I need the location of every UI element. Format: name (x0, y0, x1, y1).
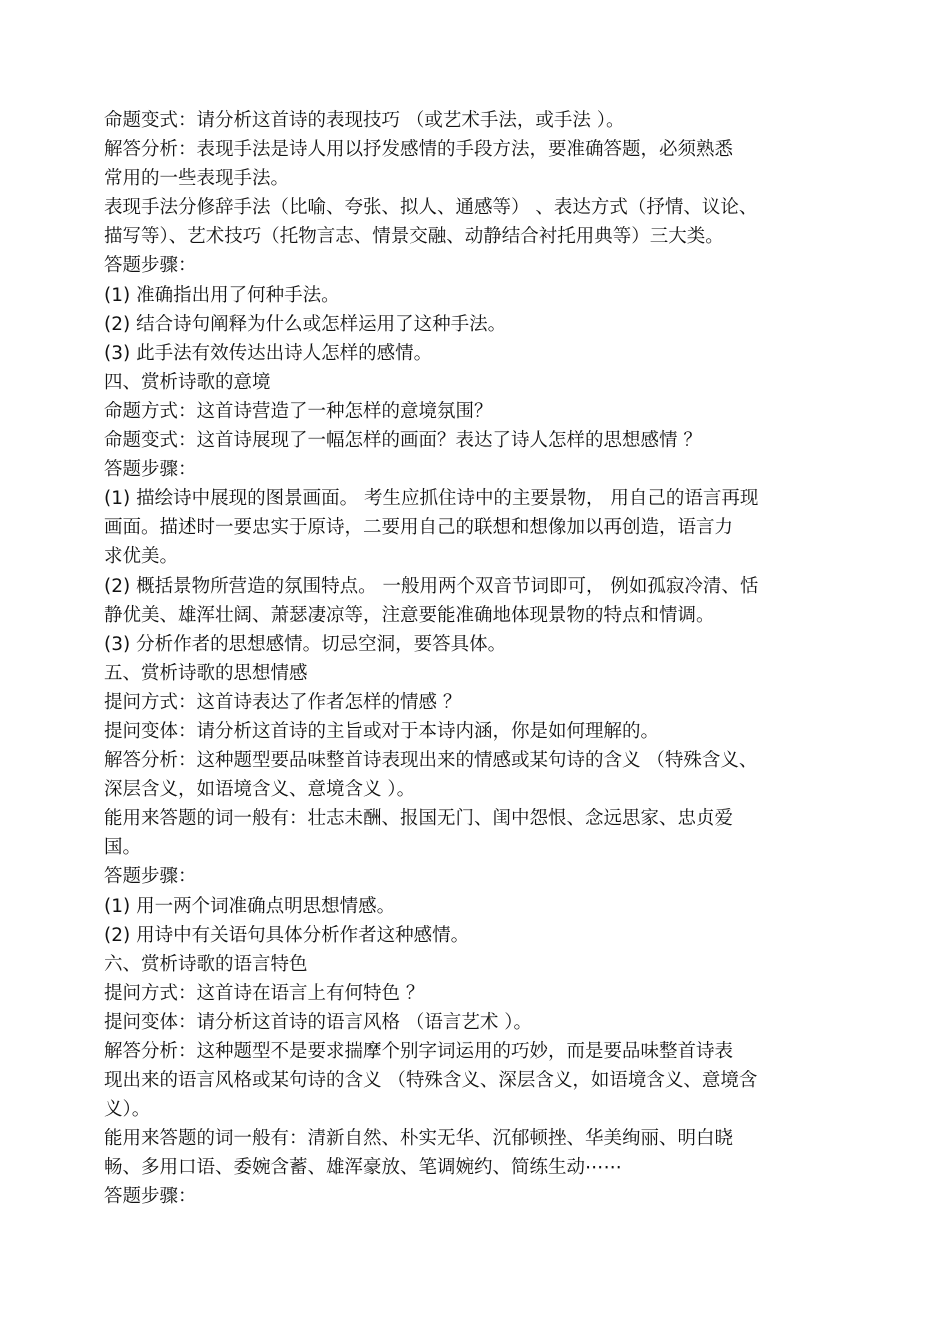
text-line: 提问变体：请分析这首诗的主旨或对于本诗内涵，你是如何理解的。 (104, 720, 660, 742)
text-line: 答题步骤： (104, 255, 197, 277)
text-line: 画面。描述时一要忠实于原诗，二要用自己的联想和想像加以再创造，语言力 (104, 517, 734, 539)
text-line: 解答分析：这种题型不是要求揣摩个别字词运用的巧妙，而是要品味整首诗表 (104, 1041, 734, 1062)
text-line: 提问方式：这首诗在语言上有何特色 ？ (104, 982, 425, 1004)
section-heading: 五、赏析诗歌的思想情感 (104, 662, 308, 684)
text-line: 提问方式：这首诗表达了作者怎样的情感 ？ (104, 691, 462, 713)
text-line: 描写等）、艺术技巧（托物言志、情景交融、动静结合衬托用典等）三大类。 (104, 226, 724, 248)
text-line: (3) 分析作者的思想感情。切忌空洞，要答具体。 (104, 633, 507, 655)
text-line: 常用的一些表现手法。 (104, 168, 290, 190)
text-line: 能用来答题的词一般有：清新自然、朴实无华、沉郁顿挫、华美绚丽、明白晓 (104, 1128, 734, 1150)
text-line: 答题步骤： (104, 866, 197, 888)
text-line: (1) 用一两个词准确点明思想情感。 (104, 895, 396, 917)
section-heading: 六、赏析诗歌的语言特色 (104, 953, 308, 975)
text-line: (3) 此手法有效传达出诗人怎样的感情。 (104, 342, 433, 364)
text-line: 命题变式：这首诗展现了一幅怎样的画面？表达了诗人怎样的思想感情 ？ (104, 430, 702, 452)
text-line: 解答分析：这种题型要品味整首诗表现出来的情感或某句诗的含义 （特殊含义、 (104, 750, 758, 772)
text-line: 义）。 (104, 1099, 151, 1121)
text-line: (2) 概括景物所营造的氛围特点。 一般用两个双音节词即可， 例如孤寂冷清、恬 (104, 575, 759, 597)
document-body (104, 106, 854, 1212)
text-line: 求优美。 (104, 546, 179, 568)
text-line: (2) 结合诗句阐释为什么或怎样运用了这种手法。 (104, 313, 507, 335)
text-line: 命题变式：请分析这首诗的表现技巧 （或艺术手法，或手法 ）。 (104, 110, 625, 131)
text-line: 解答分析：表现手法是诗人用以抒发感情的手段方法，要准确答题，必须熟悉 (104, 139, 734, 161)
text-line: (2) 用诗中有关语句具体分析作者这种感情。 (104, 924, 470, 946)
text-line: 现出来的语言风格或某句诗的含义 （特殊含义、深层含义，如语境含义、意境含 (104, 1070, 758, 1092)
section-heading: 四、赏析诗歌的意境 (104, 371, 271, 393)
text-line: 表现手法分修辞手法（比喻、夸张、拟人、通感等） 、表达方式（抒情、议论、 (104, 197, 758, 219)
text-line: 命题方式：这首诗营造了一种怎样的意境氛围？ (104, 400, 493, 422)
text-line: 国。 (104, 837, 142, 859)
text-line: 深层含义，如语境含义、意境含义 ）。 (104, 779, 416, 801)
text-line: (1) 描绘诗中展现的图景画面。 考生应抓住诗中的主要景物， 用自己的语言再现 (104, 488, 759, 510)
text-line: 提问变体：请分析这首诗的语言风格 （语言艺术 ）。 (104, 1011, 533, 1033)
text-line: 能用来答题的词一般有：壮志未酬、报国无门、闺中怨恨、念远思家、忠贞爱 (104, 808, 734, 830)
text-line: 答题步骤： (104, 459, 197, 481)
text-line: (1) 准确指出用了何种手法。 (104, 284, 340, 306)
text-line: 静优美、雄浑壮阔、萧瑟凄凉等，注意要能准确地体现景物的特点和情调。 (104, 604, 715, 626)
text-line: 答题步骤： (104, 1186, 197, 1208)
text-line: 畅、多用口语、委婉含蓄、雄浑豪放、笔调婉约、简练生动⋯⋯ (104, 1157, 623, 1179)
